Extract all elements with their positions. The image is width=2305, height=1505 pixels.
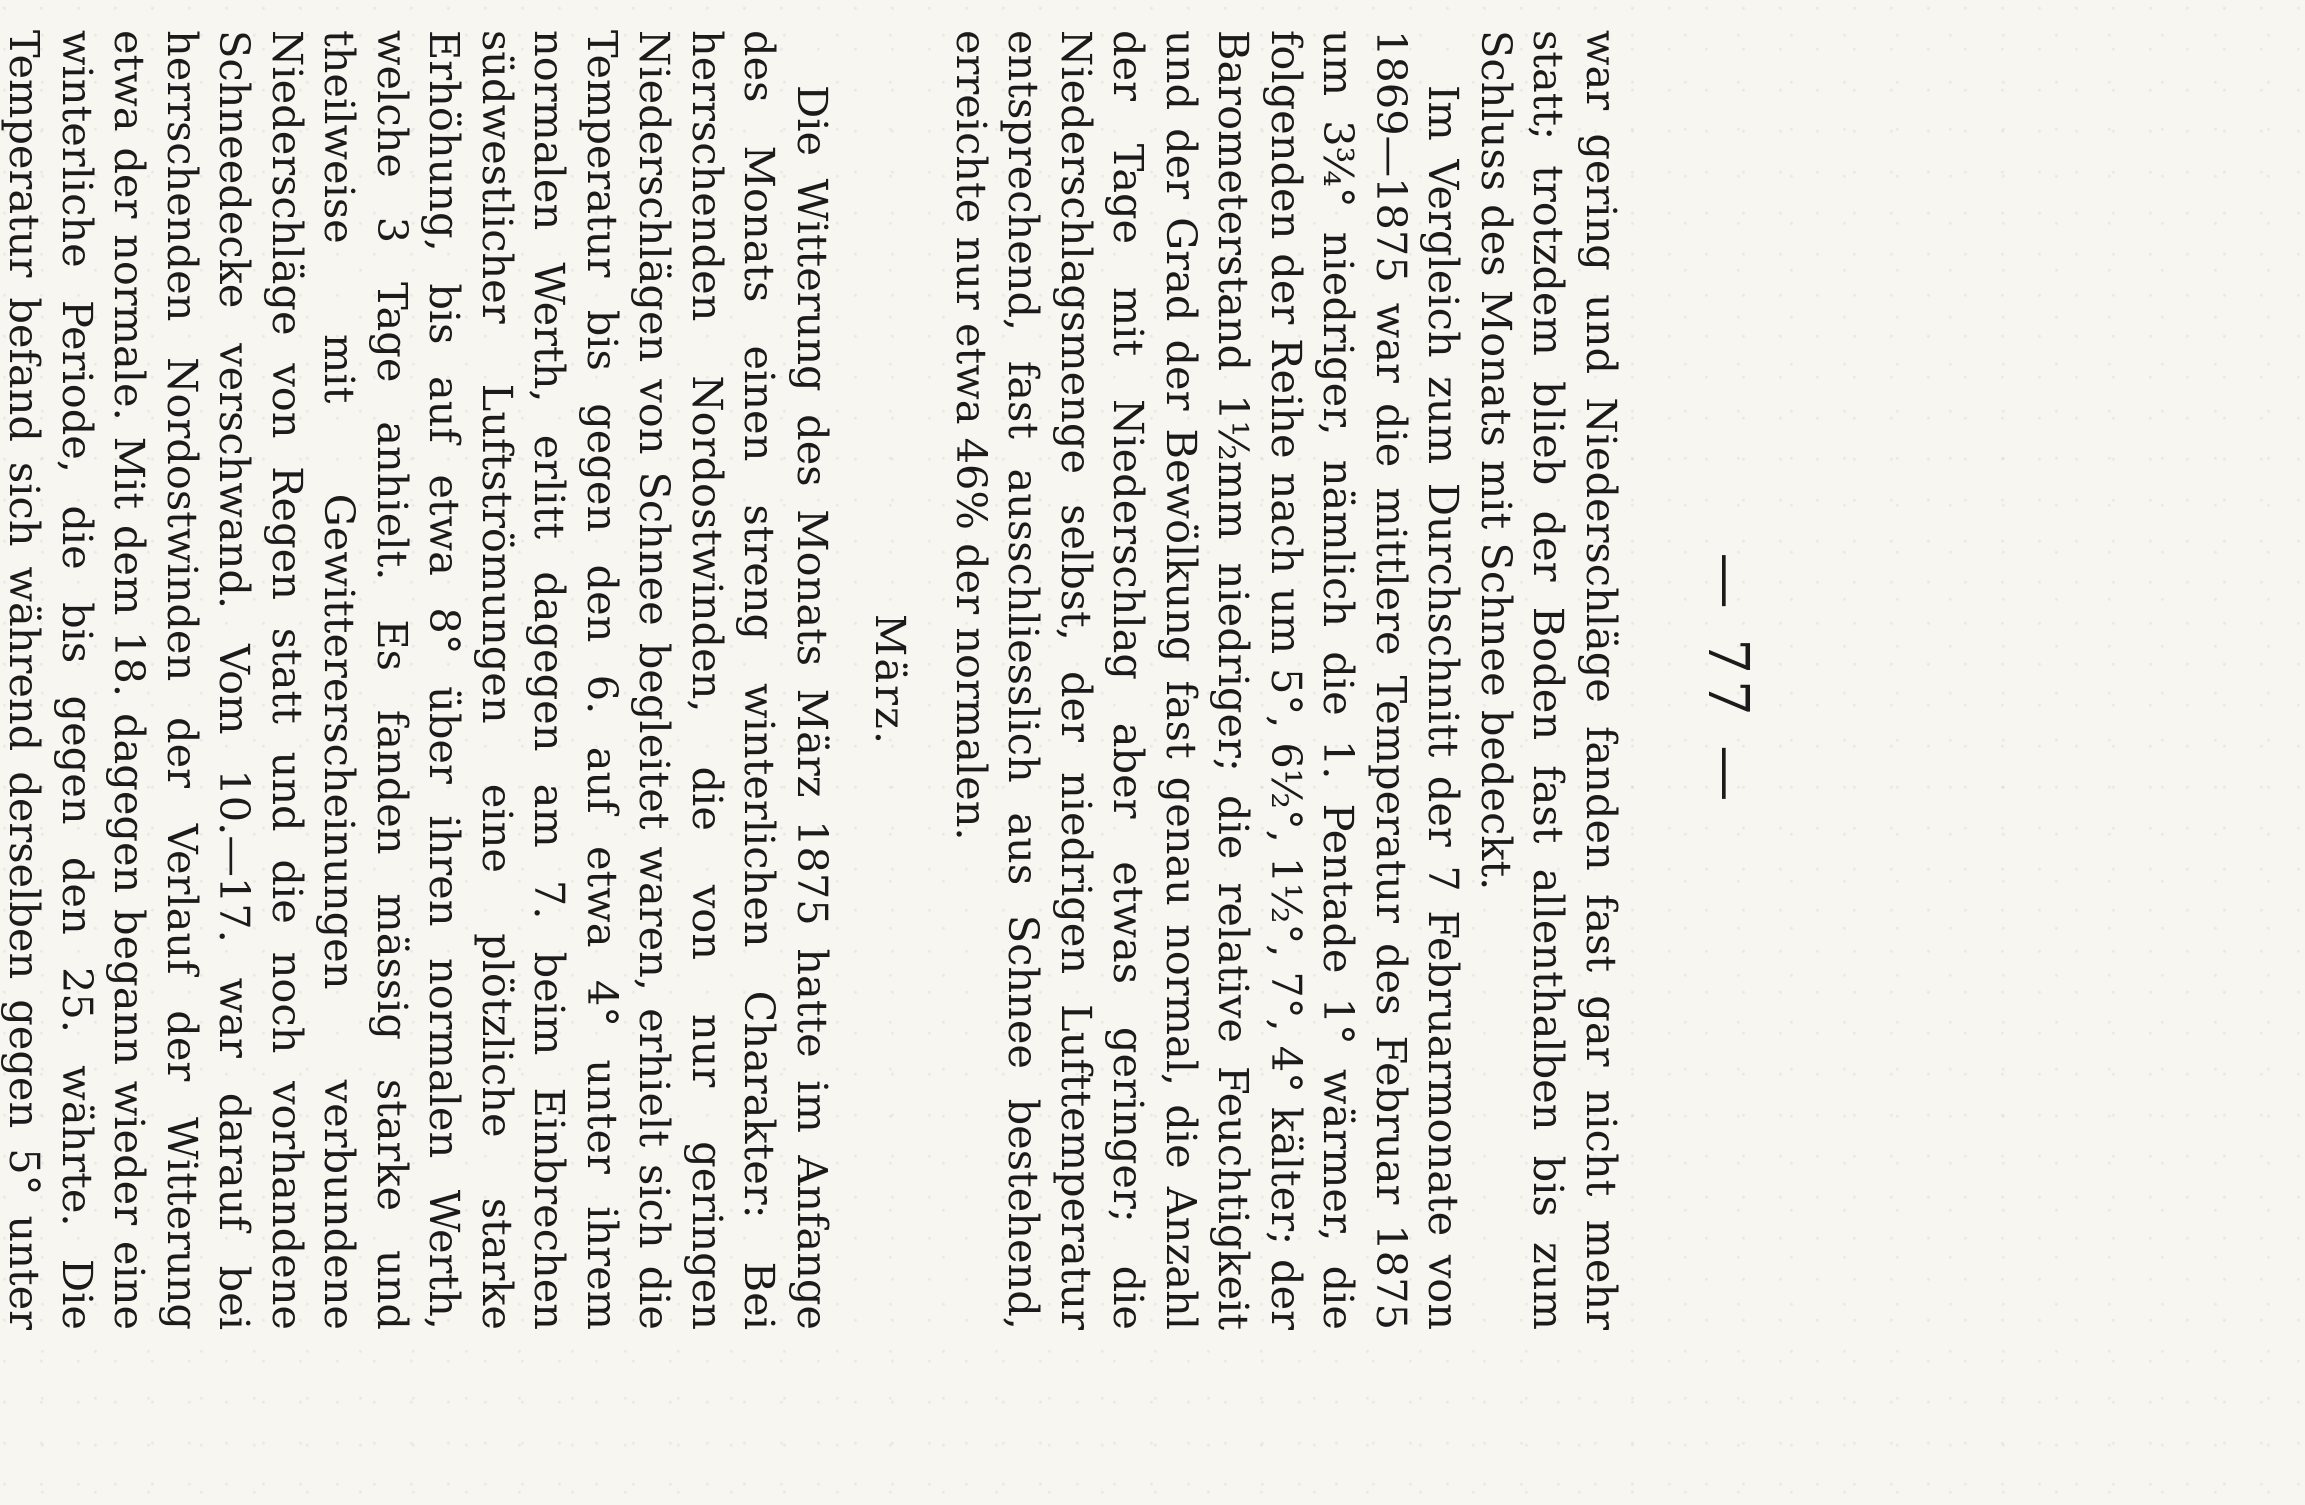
paragraph-february-comparison: Im Vergleich zum Durchschnitt der 7 Februarmonate von 1869—1875 war die mittlere Temperatur des Februar 1875 um 3¾° niedriger, nämlich die 1. Pentade 1° wärmer, die folgenden der Reihe nach um 5°, 6½°, 1½°, 7°, 4° kälter; der Barometerstand 1½mm niedriger; die relative Feuchtigkeit und der Grad der Bewölkung fast genau normal, die Anzahl der Tage mit Niederschlag aber etwas geringer; die Niederschlagsmenge selbst, der niedrigen Lufttemperatur entsprechend, fast ausschliesslich aus Schnee bestehend, erreichte nur etwa 46% der normalen.	[947, 30, 1469, 1330]
paragraph-february-end: war gering und Niederschläge fanden fast gar nicht mehr statt; trotzdem blieb der Boden fast allenthalben bis zum Schluss des Monats mit Schnee bedeckt.	[1472, 30, 1626, 1330]
page-number: — 77 —	[1695, 552, 1760, 808]
rotated-text-block	[0, 30, 1802, 1330]
text-column	[0, 30, 1627, 1330]
section-heading-maerz: März.	[866, 613, 916, 747]
paragraph-maerz-weather: Die Witterung des Monats März 1875 hatte im Anfange des Monats einen streng winterlichen Charakter: Bei herrschenden Nordostwinden, die von nur geringen Niederschlägen von Schnee begleitet waren, erhielt sich die Temperatur bis gegen den 6. auf etwa 4° unter ihrem normalen Werth, erlitt dagegen am 7. beim Einbrechen südwestlicher Luftströmungen eine plötzliche starke Erhöhung, bis auf etwa 8° über ihren normalen Werth, welche 3 Tage anhielt. Es fanden mässig starke und theilweise mit Gewittererscheinungen verbundene Niederschläge von Regen statt und die noch vorhandene Schneedecke verschwand. Vom 10.—17. war darauf bei herrschenden Nordostwinden der Verlauf der Witterung etwa der normale. Mit dem 18. dagegen begann wieder eine winterliche Periode, die bis gegen den 25. währte. Die Temperatur befand sich während derselben gegen 5° unter	[0, 30, 837, 1330]
